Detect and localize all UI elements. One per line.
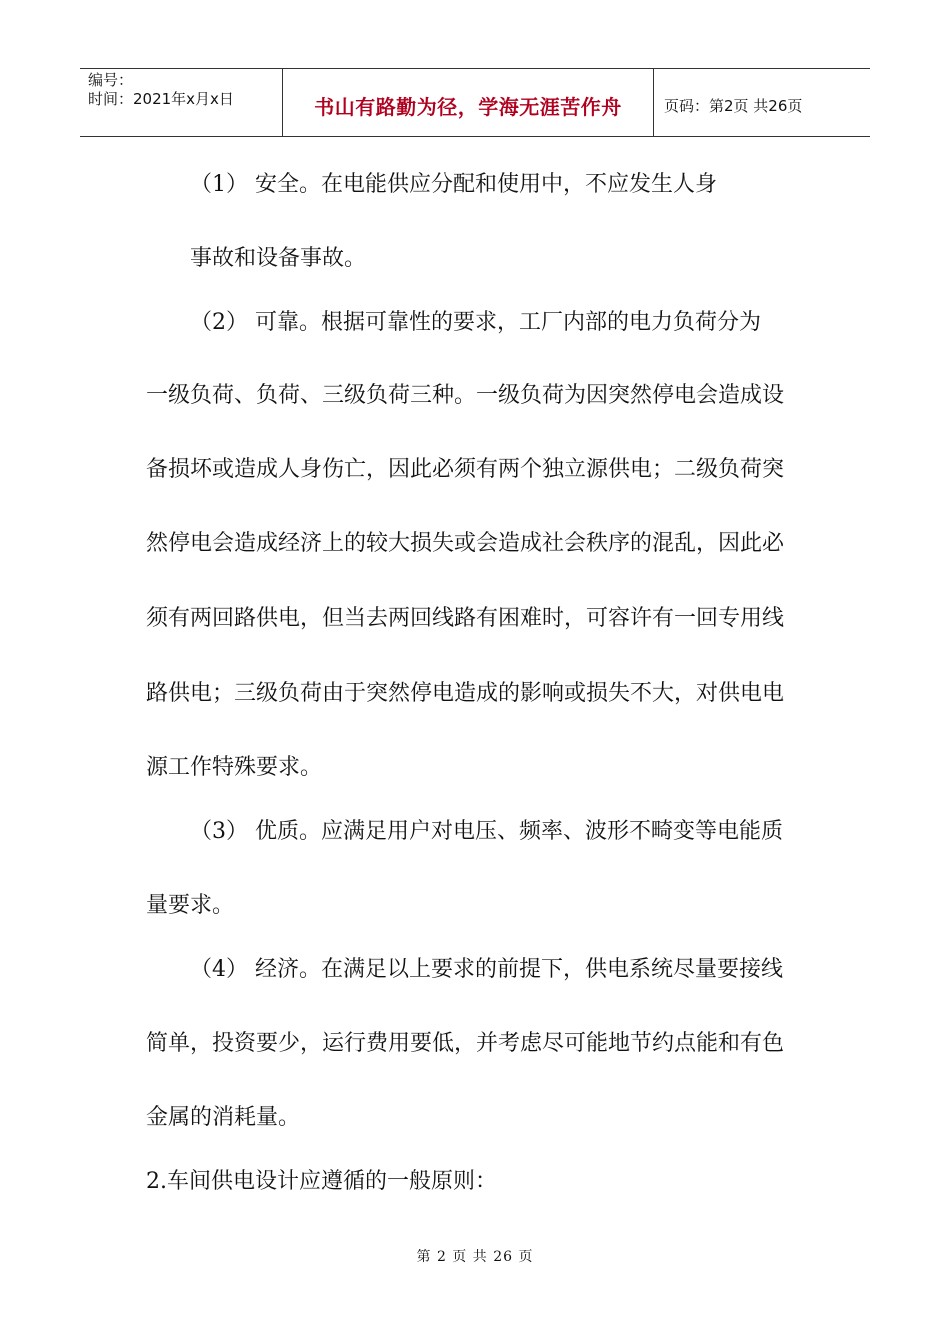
body-line-12: （4） 经济。在满足以上要求的前提下，供电系统尽量要接线 [190,957,783,982]
body-line-3: （2） 可靠。根据可靠性的要求，工厂内部的电力负荷分为 [190,310,761,335]
body-line-6: 然停电会造成经济上的较大损失或会造成社会秩序的混乱，因此必 [146,531,785,556]
page-header [80,68,870,137]
body-line-13: 简单，投资要少，运行费用要低，并考虑尽可能地节约点能和有色 [146,1031,785,1056]
page-footer: 第 2 页 共 26 页 [416,1249,534,1265]
body-line-10: （3） 优质。应满足用户对电压、频率、波形不畸变等电能质 [190,819,783,844]
document-number-label: 编号： [88,71,134,89]
body-line-5: 备损坏或造成人身伤亡，因此必须有两个独立源供电；二级负荷突 [146,457,785,482]
header-motto: 书山有路勤为径，学海无涯苦作舟 [282,69,654,136]
body-line-8: 路供电；三级负荷由于突然停电造成的影响或损失不大，对供电电 [146,681,785,706]
body-line-11: 量要求。 [146,893,235,918]
header-page-code: 页码：第2页 共26页 [664,97,803,115]
body-line-14: 金属的消耗量。 [146,1105,301,1130]
header-meta [80,69,282,136]
body-line-1: （1） 安全。在电能供应分配和使用中，不应发生人身 [190,172,717,197]
body-line-9: 源工作特殊要求。 [146,755,323,780]
body-line-7: 须有两回路供电，但当去两回线路有困难时，可容许有一回专用线 [146,606,785,631]
body-line-4: 一级负荷、负荷、三级负荷三种。一级负荷为因突然停电会造成设 [146,383,785,408]
body-line-2: 事故和设备事故。 [190,246,367,271]
body-line-15: 2.车间供电设计应遵循的一般原则： [146,1169,497,1194]
document-time-label: 时间：2021年x月x日 [88,90,234,108]
